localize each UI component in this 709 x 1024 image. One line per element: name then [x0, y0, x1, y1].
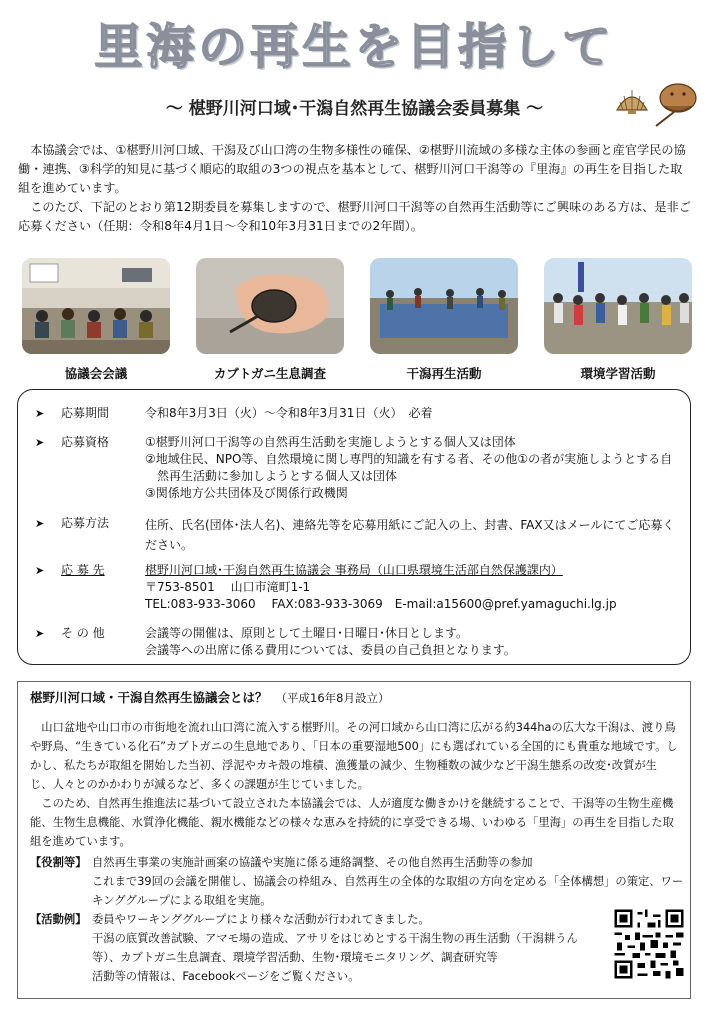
other-label: そ の 他 — [61, 626, 105, 640]
arrow-bullet-icon: ➤ — [35, 517, 45, 530]
other-line-2: 会議等への出席に係る費用については、委員の自己負担となります。 — [145, 643, 516, 657]
photo-caption-tidal-flat: 干潟再生活動 — [406, 366, 482, 381]
info-row-eligibility — [17, 434, 691, 504]
other-line-1: 会議等の開催は、原則として土曜日･日曜日･休日とします。 — [145, 626, 469, 640]
photo-caption-meeting: 協議会会議 — [64, 366, 128, 381]
photo-caption-education: 環境学習活動 — [580, 366, 656, 381]
page-title: 里海の再生を目指して — [94, 19, 615, 75]
info-row-contact — [17, 562, 691, 616]
contact-address: 〒753-8501 山口市滝町1-1 — [145, 580, 311, 594]
intro-text — [18, 141, 694, 236]
contact-phone-fax-email[interactable]: TEL:083-933-3060 FAX:083-933-3069 E-mail:a15600@pref.yamaguchi.lg.jp — [145, 597, 617, 611]
tidal-flat-photo — [370, 258, 518, 354]
info-row-period — [17, 405, 691, 423]
about-paragraph-2: このため、自然再生推進法に基づいて設立された本協議会では、人が適度な働きかけを継続することで、干潟等の生物生産機能、生物生息機能、水質浄化機能、親水機能などの様々な恵みを持続的に享受できる場、いわゆる「里海」の再生を目指した取組を進めています。 — [30, 797, 674, 848]
contact-label: 応 募 先 — [61, 563, 105, 577]
period-label: 応募期間 — [61, 406, 110, 420]
eligibility-line-1: ①椹野川河口干潟等の自然再生活動を実施しようとする個人又は団体 — [145, 435, 516, 449]
horseshoe-crab-photo — [196, 258, 344, 354]
about-title — [30, 688, 389, 706]
role-line-1: 自然再生事業の実施計画案の協議や実施に係る連絡調整、その他自然再生活動等の参加 — [92, 856, 533, 869]
activity-label: 【活動例】 — [30, 913, 87, 926]
eligibility-line-3: ③関係地方公共団体及び関係行政機関 — [145, 486, 348, 500]
arrow-bullet-icon: ➤ — [35, 436, 45, 449]
activity-line-2: 干潟の底質改善試験、アマモ場の造成、アサリをはじめとする干潟生物の再生活動（干潟耕うん等）、カブトガニ生息調査、環境学習活動、生物･環境モニタリング、調査研究等 — [92, 932, 578, 964]
info-row-other — [17, 625, 691, 661]
activity-line-3: 活動等の情報は、Facebookページをご覧ください。 — [92, 970, 360, 983]
role-line-2: これまで39回の会議を開催し、協議会の枠組み、自然再生の全体的な取組の方向を定める「全体構想」の策定、ワーキンググループによる取組を実施。 — [92, 875, 684, 907]
intro-paragraph-2: このたび、下記のとおり第12期委員を募集しますので、椹野川河口干潟等の自然再生活動等にご興味のある方は、是非ご応募ください（任期：令和8年4月1日～令和10年3月31日までの2年間）。 — [18, 200, 691, 233]
method-value: 住所、氏名(団体･法人名)、連絡先等を応募用紙にご記入の上、封書、FAX又はメールにてご応募ください。 — [145, 518, 675, 552]
eligibility-line-2: ②地域住民、NPO等、自然環境に関し専門的知識を有する者、その他①の者が実施しようとする自然再生活動に参加しようとする個人又は団体 — [145, 452, 673, 483]
qr-code[interactable] — [612, 907, 686, 981]
contact-organization: 椹野川河口域･干潟自然再生協議会 事務局（山口県環境生活部自然保護課内） — [145, 563, 563, 577]
eligibility-label: 応募資格 — [61, 435, 110, 449]
horseshoe-crab-icon — [650, 80, 704, 128]
about-body — [30, 718, 678, 851]
period-value: 令和8年3月3日（火）～令和8年3月31日（火） 必着 — [145, 406, 433, 420]
shell-icon — [614, 86, 650, 116]
method-label: 応募方法 — [61, 516, 110, 530]
arrow-bullet-icon: ➤ — [35, 627, 45, 640]
photo-caption-crab-survey: カブトガニ生息調査 — [213, 366, 327, 381]
meeting-photo — [22, 258, 170, 354]
intro-paragraph-1: 本協議会では、①椹野川河口域、干潟及び山口湾の生物多様性の確保、②椹野川流域の多様な主体の参画と産官学民の協働・連携、③科学的知見に基づく順応的取組の3つの視点を基本として、椹野川河口干潟等の『里海』の再生を目指した取組を進めています。 — [18, 143, 686, 195]
education-photo — [544, 258, 692, 354]
page-subtitle: ～ 椹野川河口域･干潟自然再生協議会委員募集 ～ — [165, 99, 544, 119]
arrow-bullet-icon: ➤ — [35, 564, 45, 577]
info-row-method — [17, 515, 691, 551]
arrow-bullet-icon: ➤ — [35, 407, 45, 420]
about-paragraph-1: 山口盆地や山口市の市街地を流れ山口湾に流入する椹野川。その河口域から山口湾に広がる約344haの広大な干潟は、渡り鳥や野鳥、“生きている化石”カブトガニの生息地であり、「日本の重要湿地500」にも選ばれている全国的にも貴重な地域です。しかし、私たちが取組を開始した当初、浮泥やカキ殻の堆積、漁獲量の減少、生物種数の減少など干潟生態系の改変･改質が生じ、人々とのかかわりが減るなど、多くの課題が生じていました。 — [30, 721, 678, 791]
activity-line-1: 委員やワーキンググループにより様々な活動が行われてきました。 — [92, 913, 430, 926]
about-title-text: 椹野川河口域・干潟自然再生協議会とは？ — [30, 690, 268, 705]
role-label: 【役割等】 — [30, 856, 87, 869]
about-established: （平成16年8月設立） — [275, 691, 390, 705]
